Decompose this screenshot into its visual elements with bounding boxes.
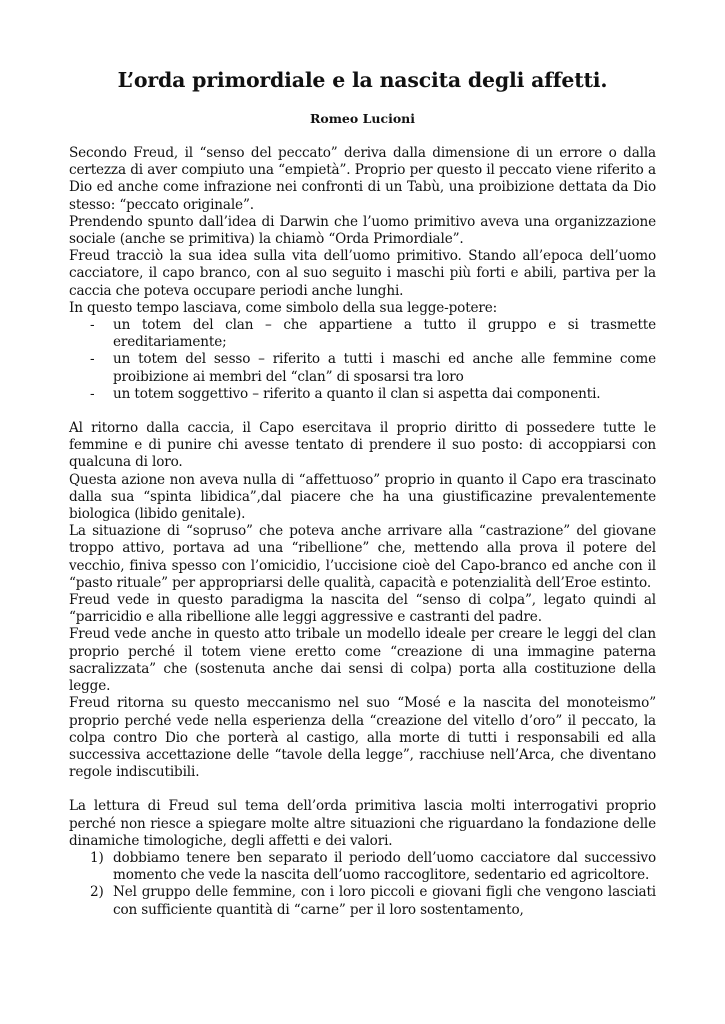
totem-list [69,317,656,403]
list-number: 1) [90,849,104,866]
paragraph: In questo tempo lasciava, come simbolo della sua legge-potere: [69,299,498,316]
paragraph-gap [69,403,656,420]
document-title: L’orda primordiale e la nascita degli affetti. [117,68,608,92]
paragraph: Freud tracciò la sua idea sulla vita dell’uomo primitivo. Stando all’epoca dell’uomo cacciatore, il capo branco, con al suo seguito i maschi più forti e abili, partiva per la caccia che poteva occupare periodi anche lunghi. [69,248,656,299]
list-text: dobbiamo tenere ben separato il periodo dell’uomo cacciatore dal successivo momento che vede la nascita dell’uomo raccoglitore, sedentario ed agricoltore. [113,849,656,884]
paragraph: Al ritorno dalla caccia, il Capo esercitava il proprio diritto di possedere tutte le femmine e di punire chi avesse tentato di prendere il suo posto: di accoppiarsi con qualcuna di loro. [69,420,656,471]
paragraph: La lettura di Freud sul tema dell’orda primitiva lascia molti interrogativi proprio perché non riesce a spiegare molte altre situazioni che riguardano la fondazione delle dinamiche timologiche, degli affetti e dei valori. [69,798,656,849]
paragraph-gap [69,781,656,798]
list-number: 2) [90,884,104,901]
document-body [69,145,656,919]
paragraph: Freud vede in questo paradigma la nascita del “senso di colpa”, legato quindi al “parricidio e alla ribellione alle leggi aggressive e castranti del padre. [69,592,656,626]
list-item: - un totem del clan – che appartiene a tutto il gruppo e si trasmette ereditariamente; [69,317,656,351]
list-item: - un totem soggettivo – riferito a quanto il clan si aspetta dai componenti. [69,386,656,403]
numbered-list [69,850,656,919]
paragraph: Freud vede anche in questo atto tribale un modello ideale per creare le leggi del clan proprio perché il totem viene eretto come “creazione di una immagine paterna sacralizzata” che (sostenuta anche dai sensi di colpa) porta alla costituzione della legge. [69,626,656,695]
paragraph: Secondo Freud, il “senso del peccato” deriva dalla dimensione di un errore o dalla certezza di aver compiuto una “empietà”. Proprio per questo il peccato viene riferito a Dio ed anche come infrazione nei confronti di un Tabù, una proibizione dettata da Dio stesso: “peccato originale”. [69,145,656,213]
list-item [69,850,656,884]
list-text: Nel gruppo delle femmine, con i loro piccoli e giovani figli che vengono lasciati con sufficiente quantità di “carne” per il loro sostentamento, [113,884,656,918]
author-name: Romeo Lucioni [309,111,415,126]
paragraph: Questa azione non aveva nulla di “affettuoso” proprio in quanto il Capo era trascinato dalla sua “spinta libidica”,dal piacere che ha una giustificazine prevalentemente biologica (libido genitale). [69,471,656,523]
list-item: - un totem del sesso – riferito a tutti i maschi ed anche alle femmine come proibizione ai membri del “clan” di sposarsi tra loro [69,351,656,385]
list-item [69,884,656,918]
paragraph: La situazione di “sopruso” che poteva anche arrivare alla “castrazione” del giovane troppo attivo, portava ad una “ribellione” che, mettendo alla prova il potere del vecchio, finiva spesso con l’omicidio, l’uccisione cioè del Capo-branco ed anche con il “pasto rituale” per appropriarsi delle qualità, capacità e potenzialità dell’Eroe estinto. [69,523,656,591]
author-line [0,111,696,126]
paragraph: Prendendo spunto dall’idea di Darwin che l’uomo primitivo aveva una organizzazione sociale (anche se primitiva) la chiamò “Orda Primordiale”. [69,213,656,248]
paragraph: Freud ritorna su questo meccanismo nel suo “Mosé e la nascita del monoteismo” proprio perché vede nella esperienza della “creazione del vitello d’oro” il peccato, la colpa contro Dio che porterà al castigo, alla morte di tutti i responsabili ed alla successiva accettazione delle “tavole della legge”, racchiuse nell’Arca, che diventano regole indiscutibili. [69,695,656,781]
